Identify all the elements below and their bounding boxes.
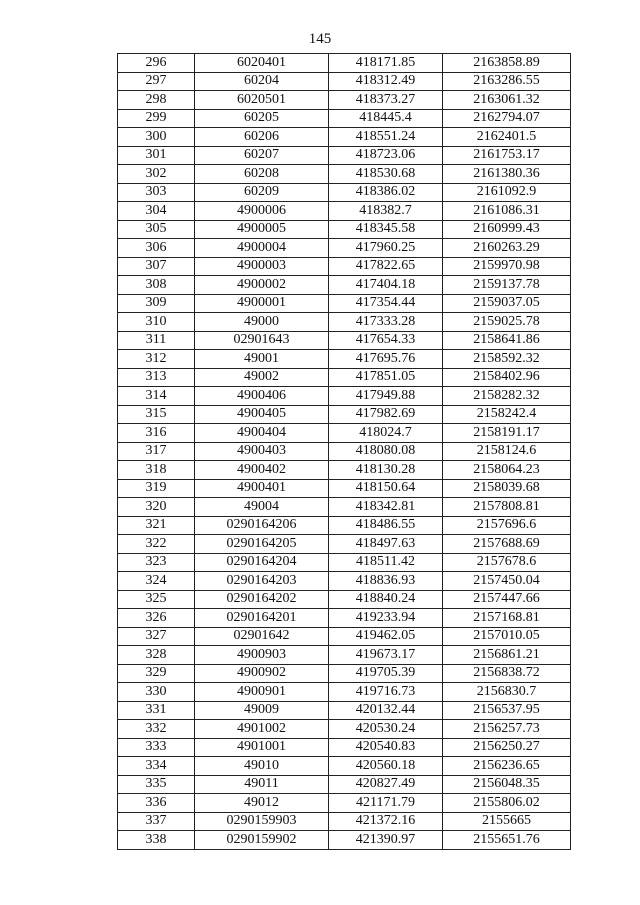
y-coordinate-cell: 2156236.65	[443, 757, 571, 776]
x-coordinate-cell: 418171.85	[329, 54, 443, 73]
y-coordinate-cell: 2155665	[443, 812, 571, 831]
point-number-cell: 311	[118, 331, 195, 350]
point-code-cell: 4900406	[195, 387, 329, 406]
point-number-cell: 325	[118, 590, 195, 609]
point-number-cell: 328	[118, 646, 195, 665]
table-row	[118, 220, 571, 239]
y-coordinate-cell: 2163286.55	[443, 72, 571, 91]
y-coordinate-cell: 2156830.7	[443, 683, 571, 702]
table-row	[118, 498, 571, 517]
x-coordinate-cell: 418130.28	[329, 461, 443, 480]
point-code-cell: 60207	[195, 146, 329, 165]
x-coordinate-cell: 418511.42	[329, 553, 443, 572]
x-coordinate-cell: 417404.18	[329, 276, 443, 295]
x-coordinate-cell: 420827.49	[329, 775, 443, 794]
x-coordinate-cell: 417982.69	[329, 405, 443, 424]
point-number-cell: 309	[118, 294, 195, 313]
x-coordinate-cell: 417851.05	[329, 368, 443, 387]
point-number-cell: 320	[118, 498, 195, 517]
y-coordinate-cell: 2159025.78	[443, 313, 571, 332]
x-coordinate-cell: 418312.49	[329, 72, 443, 91]
y-coordinate-cell: 2159137.78	[443, 276, 571, 295]
point-number-cell: 334	[118, 757, 195, 776]
y-coordinate-cell: 2158124.6	[443, 442, 571, 461]
x-coordinate-cell: 418150.64	[329, 479, 443, 498]
table-row	[118, 165, 571, 184]
x-coordinate-cell: 417960.25	[329, 239, 443, 258]
x-coordinate-cell: 418723.06	[329, 146, 443, 165]
point-code-cell: 4900901	[195, 683, 329, 702]
point-code-cell: 02901643	[195, 331, 329, 350]
point-code-cell: 4900902	[195, 664, 329, 683]
coordinates-table	[117, 53, 571, 850]
point-code-cell: 49001	[195, 350, 329, 369]
x-coordinate-cell: 420540.83	[329, 738, 443, 757]
point-code-cell: 49011	[195, 775, 329, 794]
point-code-cell: 60205	[195, 109, 329, 128]
point-code-cell: 4900903	[195, 646, 329, 665]
point-code-cell: 02901642	[195, 627, 329, 646]
x-coordinate-cell: 419462.05	[329, 627, 443, 646]
y-coordinate-cell: 2160263.29	[443, 239, 571, 258]
y-coordinate-cell: 2157696.6	[443, 516, 571, 535]
y-coordinate-cell: 2161092.9	[443, 183, 571, 202]
y-coordinate-cell: 2157678.6	[443, 553, 571, 572]
point-code-cell: 0290159902	[195, 831, 329, 850]
point-number-cell: 310	[118, 313, 195, 332]
point-number-cell: 313	[118, 368, 195, 387]
point-number-cell: 302	[118, 165, 195, 184]
x-coordinate-cell: 420530.24	[329, 720, 443, 739]
x-coordinate-cell: 417654.33	[329, 331, 443, 350]
x-coordinate-cell: 418530.68	[329, 165, 443, 184]
point-code-cell: 60206	[195, 128, 329, 147]
x-coordinate-cell: 417354.44	[329, 294, 443, 313]
point-number-cell: 316	[118, 424, 195, 443]
y-coordinate-cell: 2162794.07	[443, 109, 571, 128]
point-code-cell: 4900002	[195, 276, 329, 295]
y-coordinate-cell: 2158402.96	[443, 368, 571, 387]
x-coordinate-cell: 418836.93	[329, 572, 443, 591]
point-code-cell: 0290164206	[195, 516, 329, 535]
point-number-cell: 300	[118, 128, 195, 147]
point-number-cell: 297	[118, 72, 195, 91]
x-coordinate-cell: 419705.39	[329, 664, 443, 683]
table-row	[118, 387, 571, 406]
y-coordinate-cell: 2157010.05	[443, 627, 571, 646]
point-number-cell: 330	[118, 683, 195, 702]
point-number-cell: 317	[118, 442, 195, 461]
point-code-cell: 0290159903	[195, 812, 329, 831]
point-code-cell: 4901001	[195, 738, 329, 757]
table-row	[118, 757, 571, 776]
point-number-cell: 338	[118, 831, 195, 850]
point-code-cell: 6020401	[195, 54, 329, 73]
table-row	[118, 664, 571, 683]
table-row	[118, 831, 571, 850]
point-code-cell: 60209	[195, 183, 329, 202]
point-code-cell: 4901002	[195, 720, 329, 739]
y-coordinate-cell: 2156257.73	[443, 720, 571, 739]
y-coordinate-cell: 2158282.32	[443, 387, 571, 406]
table-row	[118, 683, 571, 702]
table-row	[118, 368, 571, 387]
page-number: 145	[308, 31, 332, 47]
point-number-cell: 331	[118, 701, 195, 720]
table-row	[118, 442, 571, 461]
x-coordinate-cell: 419716.73	[329, 683, 443, 702]
y-coordinate-cell: 2158592.32	[443, 350, 571, 369]
table-row	[118, 479, 571, 498]
y-coordinate-cell: 2157688.69	[443, 535, 571, 554]
table-row	[118, 701, 571, 720]
point-code-cell: 0290164203	[195, 572, 329, 591]
x-coordinate-cell: 417949.88	[329, 387, 443, 406]
table-row	[118, 775, 571, 794]
point-code-cell: 60208	[195, 165, 329, 184]
x-coordinate-cell: 418342.81	[329, 498, 443, 517]
y-coordinate-cell: 2156537.95	[443, 701, 571, 720]
point-code-cell: 4900006	[195, 202, 329, 221]
point-code-cell: 49002	[195, 368, 329, 387]
y-coordinate-cell: 2156838.72	[443, 664, 571, 683]
table-row	[118, 294, 571, 313]
point-number-cell: 305	[118, 220, 195, 239]
x-coordinate-cell: 418386.02	[329, 183, 443, 202]
point-code-cell: 4900405	[195, 405, 329, 424]
point-number-cell: 322	[118, 535, 195, 554]
y-coordinate-cell: 2155651.76	[443, 831, 571, 850]
y-coordinate-cell: 2158641.86	[443, 331, 571, 350]
x-coordinate-cell: 421171.79	[329, 794, 443, 813]
x-coordinate-cell: 420560.18	[329, 757, 443, 776]
x-coordinate-cell: 418551.24	[329, 128, 443, 147]
y-coordinate-cell: 2163858.89	[443, 54, 571, 73]
point-number-cell: 324	[118, 572, 195, 591]
x-coordinate-cell: 418486.55	[329, 516, 443, 535]
table-row	[118, 276, 571, 295]
table-row	[118, 720, 571, 739]
point-number-cell: 315	[118, 405, 195, 424]
point-code-cell: 4900403	[195, 442, 329, 461]
point-number-cell: 301	[118, 146, 195, 165]
y-coordinate-cell: 2161086.31	[443, 202, 571, 221]
x-coordinate-cell: 418497.63	[329, 535, 443, 554]
point-code-cell: 4900402	[195, 461, 329, 480]
table-row	[118, 461, 571, 480]
point-code-cell: 0290164202	[195, 590, 329, 609]
x-coordinate-cell: 418382.7	[329, 202, 443, 221]
y-coordinate-cell: 2159037.05	[443, 294, 571, 313]
table-row	[118, 609, 571, 628]
point-code-cell: 4900003	[195, 257, 329, 276]
table-row	[118, 627, 571, 646]
point-number-cell: 336	[118, 794, 195, 813]
point-number-cell: 299	[118, 109, 195, 128]
point-code-cell: 49000	[195, 313, 329, 332]
x-coordinate-cell: 421372.16	[329, 812, 443, 831]
y-coordinate-cell: 2162401.5	[443, 128, 571, 147]
y-coordinate-cell: 2158191.17	[443, 424, 571, 443]
table-row	[118, 350, 571, 369]
point-number-cell: 333	[118, 738, 195, 757]
table-row	[118, 572, 571, 591]
y-coordinate-cell: 2159970.98	[443, 257, 571, 276]
table-row	[118, 257, 571, 276]
y-coordinate-cell: 2158039.68	[443, 479, 571, 498]
point-number-cell: 319	[118, 479, 195, 498]
y-coordinate-cell: 2161753.17	[443, 146, 571, 165]
table-row	[118, 128, 571, 147]
coordinates-table-body	[118, 54, 571, 850]
point-number-cell: 314	[118, 387, 195, 406]
point-code-cell: 49009	[195, 701, 329, 720]
x-coordinate-cell: 420132.44	[329, 701, 443, 720]
y-coordinate-cell: 2158064.23	[443, 461, 571, 480]
table-row	[118, 239, 571, 258]
point-number-cell: 332	[118, 720, 195, 739]
point-number-cell: 303	[118, 183, 195, 202]
x-coordinate-cell: 417822.65	[329, 257, 443, 276]
point-number-cell: 337	[118, 812, 195, 831]
table-row	[118, 313, 571, 332]
table-row	[118, 812, 571, 831]
table-row	[118, 202, 571, 221]
table-row	[118, 72, 571, 91]
point-number-cell: 329	[118, 664, 195, 683]
point-code-cell: 6020501	[195, 91, 329, 110]
x-coordinate-cell: 418840.24	[329, 590, 443, 609]
y-coordinate-cell: 2156250.27	[443, 738, 571, 757]
point-code-cell: 4900004	[195, 239, 329, 258]
table-row	[118, 146, 571, 165]
y-coordinate-cell: 2157447.66	[443, 590, 571, 609]
point-number-cell: 318	[118, 461, 195, 480]
point-number-cell: 296	[118, 54, 195, 73]
table-row	[118, 553, 571, 572]
table-row	[118, 535, 571, 554]
table-row	[118, 738, 571, 757]
point-code-cell: 0290164205	[195, 535, 329, 554]
x-coordinate-cell: 417695.76	[329, 350, 443, 369]
point-code-cell: 49012	[195, 794, 329, 813]
y-coordinate-cell: 2157808.81	[443, 498, 571, 517]
x-coordinate-cell: 418373.27	[329, 91, 443, 110]
y-coordinate-cell: 2157168.81	[443, 609, 571, 628]
point-code-cell: 49010	[195, 757, 329, 776]
point-number-cell: 304	[118, 202, 195, 221]
x-coordinate-cell: 419233.94	[329, 609, 443, 628]
point-number-cell: 323	[118, 553, 195, 572]
point-number-cell: 312	[118, 350, 195, 369]
point-code-cell: 60204	[195, 72, 329, 91]
table-row	[118, 646, 571, 665]
point-number-cell: 306	[118, 239, 195, 258]
table-row	[118, 424, 571, 443]
y-coordinate-cell: 2160999.43	[443, 220, 571, 239]
x-coordinate-cell: 417333.28	[329, 313, 443, 332]
point-code-cell: 4900005	[195, 220, 329, 239]
point-number-cell: 307	[118, 257, 195, 276]
x-coordinate-cell: 418445.4	[329, 109, 443, 128]
point-code-cell: 4900404	[195, 424, 329, 443]
table-row	[118, 183, 571, 202]
point-number-cell: 326	[118, 609, 195, 628]
table-row	[118, 590, 571, 609]
point-number-cell: 308	[118, 276, 195, 295]
x-coordinate-cell: 419673.17	[329, 646, 443, 665]
table-row	[118, 54, 571, 73]
table-row	[118, 331, 571, 350]
x-coordinate-cell: 418024.7	[329, 424, 443, 443]
point-number-cell: 298	[118, 91, 195, 110]
y-coordinate-cell: 2156861.21	[443, 646, 571, 665]
y-coordinate-cell: 2161380.36	[443, 165, 571, 184]
point-code-cell: 4900401	[195, 479, 329, 498]
y-coordinate-cell: 2157450.04	[443, 572, 571, 591]
table-row	[118, 109, 571, 128]
x-coordinate-cell: 418080.08	[329, 442, 443, 461]
y-coordinate-cell: 2163061.32	[443, 91, 571, 110]
point-number-cell: 321	[118, 516, 195, 535]
point-code-cell: 0290164201	[195, 609, 329, 628]
point-code-cell: 0290164204	[195, 553, 329, 572]
table-row	[118, 516, 571, 535]
point-code-cell: 49004	[195, 498, 329, 517]
y-coordinate-cell: 2155806.02	[443, 794, 571, 813]
point-number-cell: 327	[118, 627, 195, 646]
point-number-cell: 335	[118, 775, 195, 794]
table-row	[118, 405, 571, 424]
point-code-cell: 4900001	[195, 294, 329, 313]
table-row	[118, 91, 571, 110]
x-coordinate-cell: 418345.58	[329, 220, 443, 239]
table-row	[118, 794, 571, 813]
y-coordinate-cell: 2156048.35	[443, 775, 571, 794]
x-coordinate-cell: 421390.97	[329, 831, 443, 850]
y-coordinate-cell: 2158242.4	[443, 405, 571, 424]
